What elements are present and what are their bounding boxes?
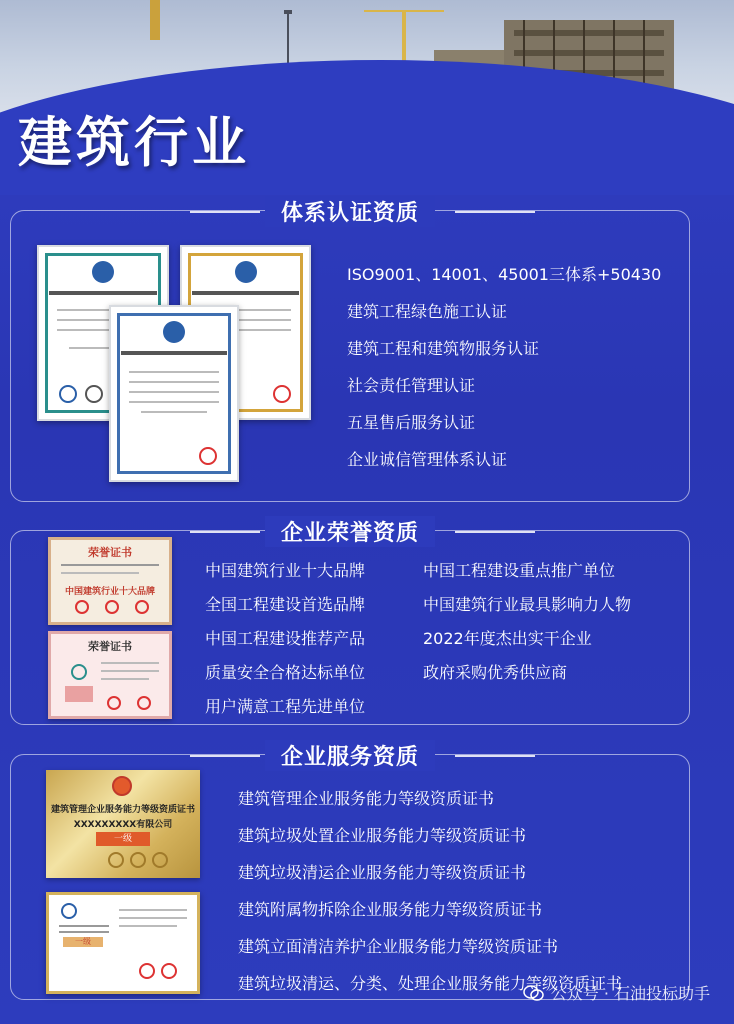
list-item: 用户满意工程先进单位 xyxy=(205,697,366,716)
watermark-text: 公众号 · 石油投标助手 xyxy=(550,984,710,1003)
gold-certificate: 建筑管理企业服务能力等级资质证书 XXXXXXXXX有限公司 一级 xyxy=(46,770,200,878)
service-header xyxy=(10,740,690,771)
divider xyxy=(455,531,535,533)
service-list xyxy=(238,786,622,1008)
divider xyxy=(190,531,260,533)
divider xyxy=(190,211,260,213)
list-item: 中国工程建设重点推广单位 xyxy=(423,561,616,580)
qms-certificate xyxy=(109,305,239,482)
honor-list-right xyxy=(423,558,631,694)
list-item: 社会责任管理认证 xyxy=(347,376,476,395)
list-item: 中国建筑行业最具影响力人物 xyxy=(423,595,632,614)
crane-illustration xyxy=(140,0,170,40)
list-item: 建筑附属物拆除企业服务能力等级资质证书 xyxy=(238,900,543,919)
list-item: 质量安全合格达标单位 xyxy=(205,663,366,682)
divider xyxy=(455,755,535,757)
list-item: 中国工程建设推荐产品 xyxy=(205,629,366,648)
list-item: 建筑垃圾处置企业服务能力等级资质证书 xyxy=(238,826,527,845)
list-item: 建筑垃圾清运、分类、处理企业服务能力等级资质证书 xyxy=(238,974,623,993)
honor-heading: 企业荣誉资质 xyxy=(265,516,435,547)
list-item: 中国建筑行业十大品牌 xyxy=(205,561,366,580)
list-item: 全国工程建设首选品牌 xyxy=(205,595,366,614)
list-item: 建筑立面清洁养护企业服务能力等级资质证书 xyxy=(238,937,559,956)
system-cert-header xyxy=(10,196,690,227)
divider xyxy=(455,211,535,213)
divider xyxy=(190,755,260,757)
list-item: 建筑工程绿色施工认证 xyxy=(347,302,508,321)
system-cert-heading: 体系认证资质 xyxy=(265,196,435,227)
watermark xyxy=(523,981,710,1004)
list-item: 企业诚信管理体系认证 xyxy=(347,450,508,469)
honor-certificate: 荣誉证书 中国建筑行业十大品牌 xyxy=(48,537,172,625)
service-heading: 企业服务资质 xyxy=(265,740,435,771)
page-title: 建筑行业 xyxy=(18,111,250,174)
list-item: 2022年度杰出实干企业 xyxy=(423,629,592,648)
list-item: 政府采购优秀供应商 xyxy=(423,663,568,682)
honor-list-left xyxy=(205,558,365,728)
list-item: 建筑垃圾清运企业服务能力等级资质证书 xyxy=(238,863,527,882)
list-item: 五星售后服务认证 xyxy=(347,413,476,432)
service-certificate: 一级 xyxy=(46,892,200,994)
system-cert-list xyxy=(347,262,661,484)
list-item: ISO9001、14001、45001三体系+50430 xyxy=(347,265,662,284)
hero-banner xyxy=(0,0,734,195)
list-item: 建筑管理企业服务能力等级资质证书 xyxy=(238,789,495,808)
wechat-icon xyxy=(523,984,545,1002)
honor-certificate: 荣誉证书 xyxy=(48,631,172,719)
list-item: 建筑工程和建筑物服务认证 xyxy=(347,339,540,358)
